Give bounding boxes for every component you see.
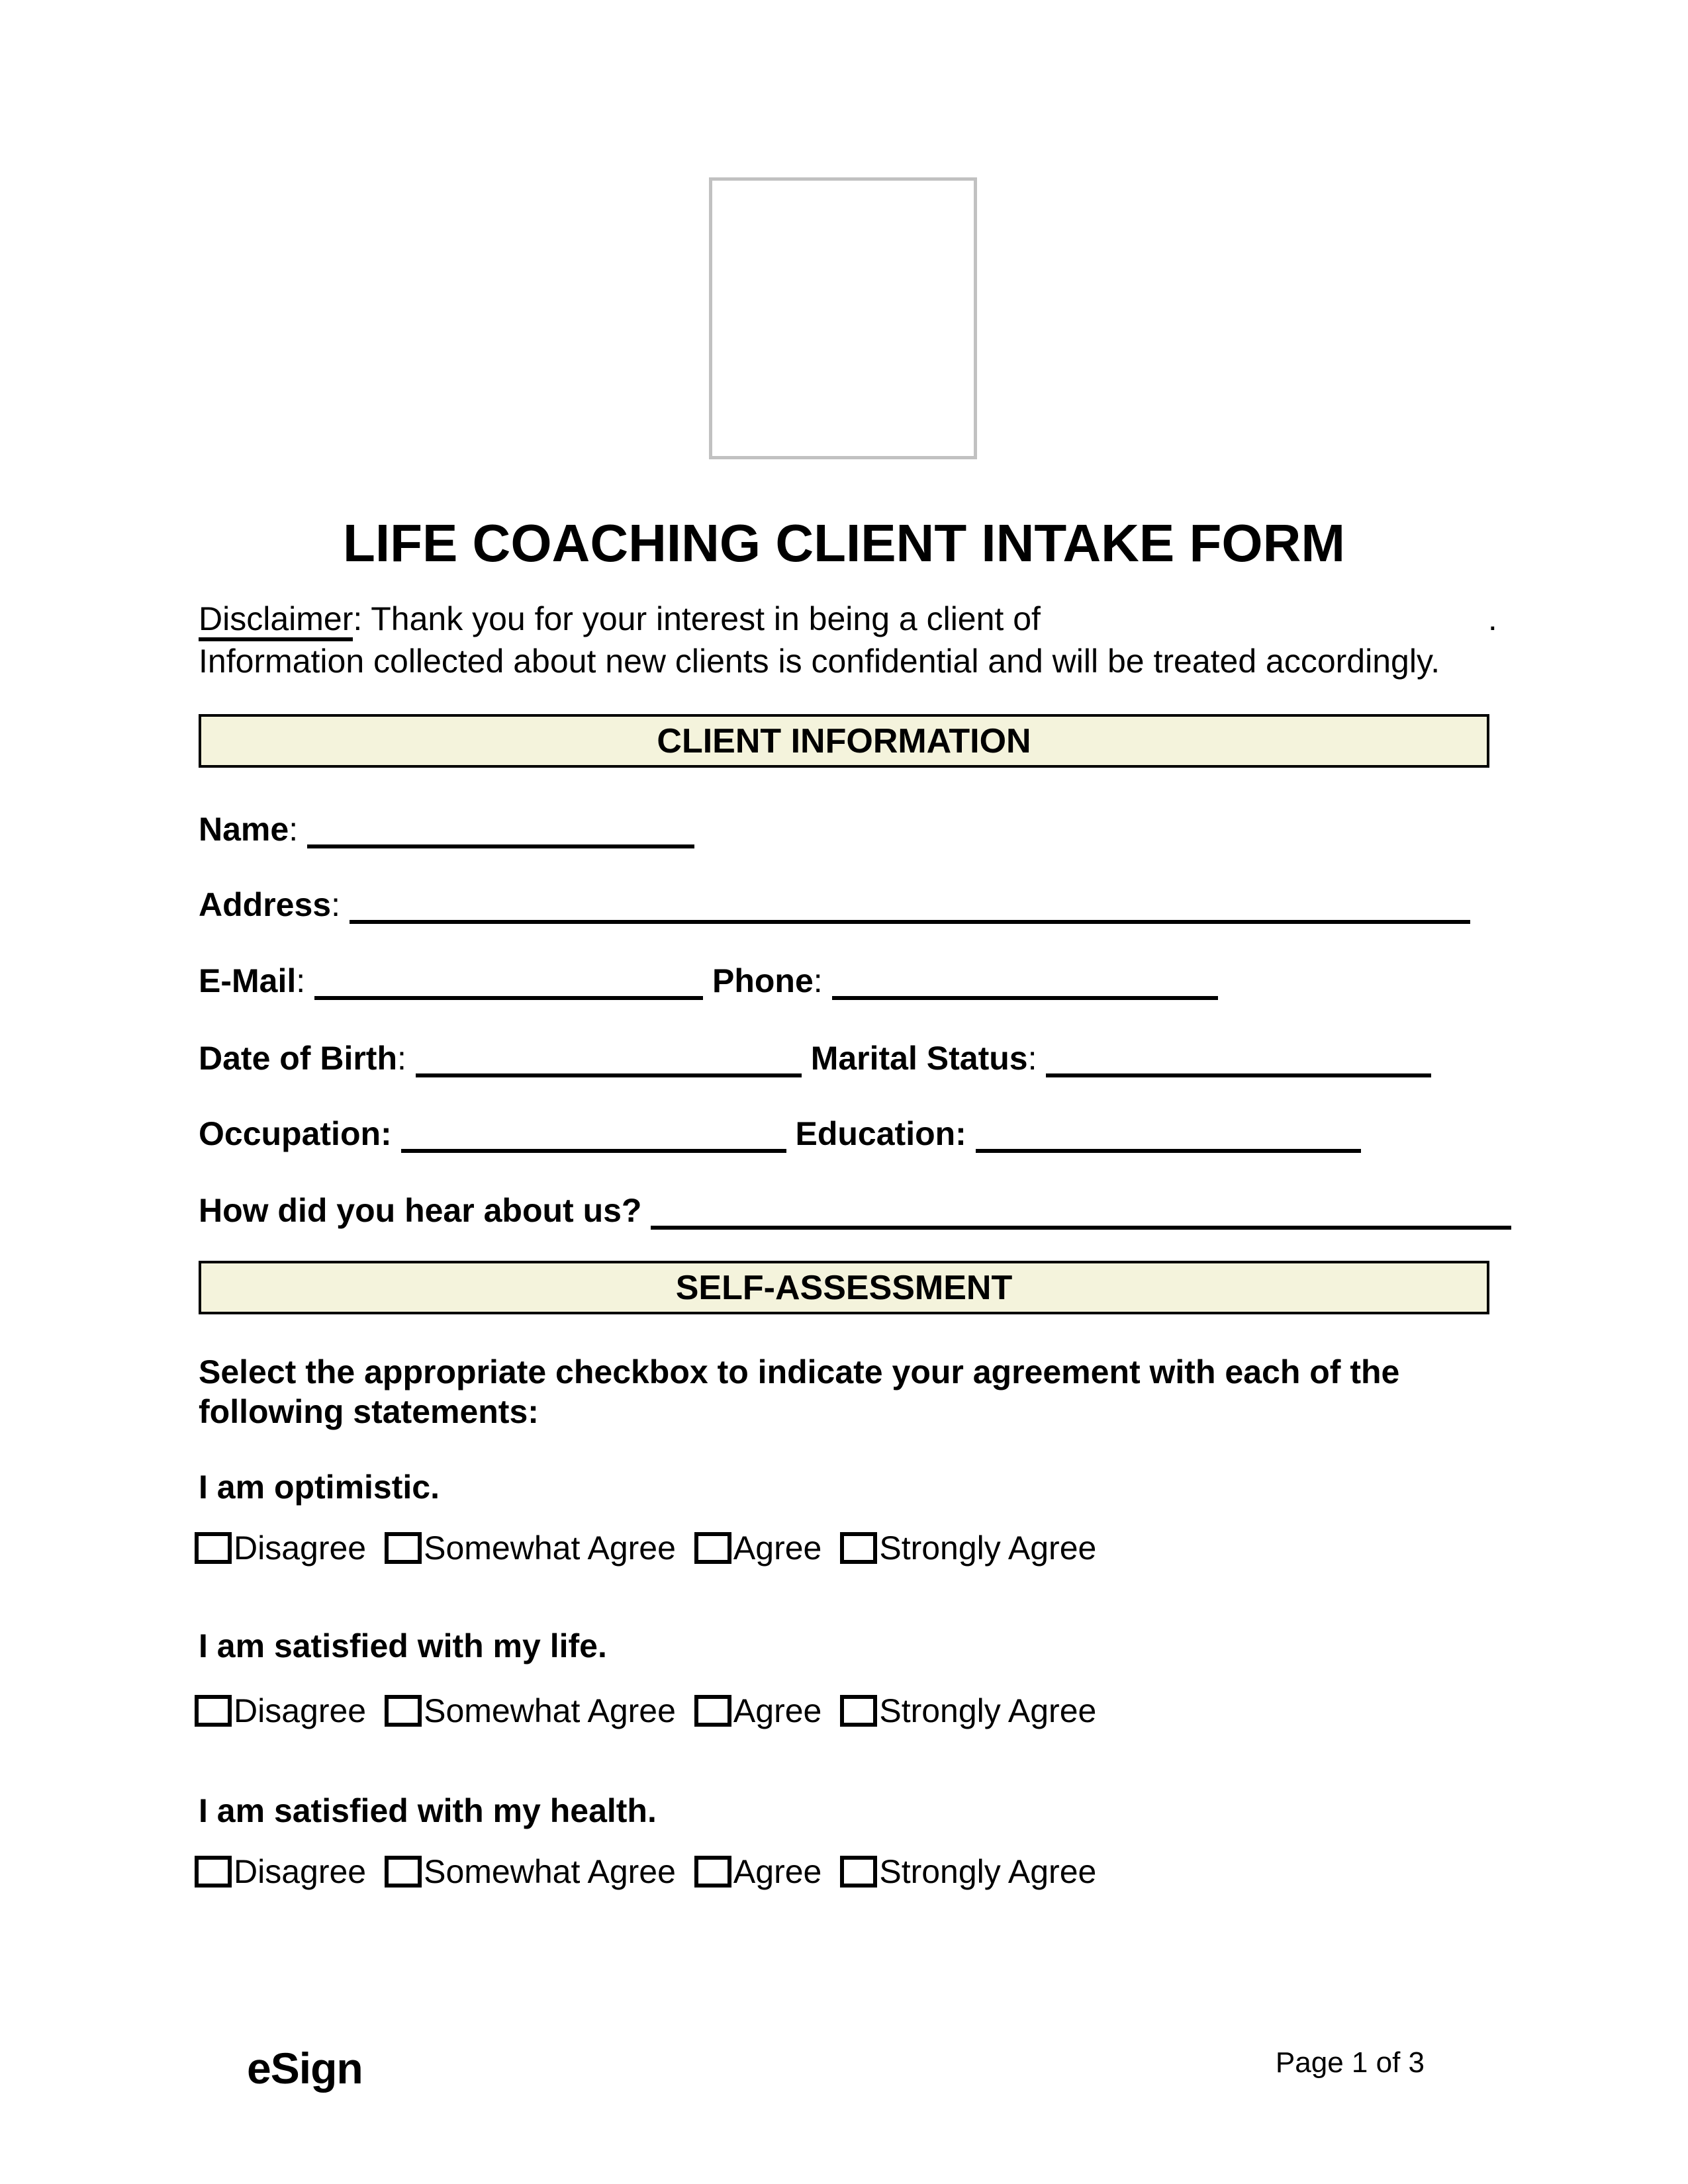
marital-status-label: Marital Status — [810, 1040, 1028, 1077]
checkbox-agree[interactable] — [694, 1532, 731, 1564]
colon: : — [1027, 1040, 1037, 1077]
dob-field-blank[interactable] — [416, 1050, 802, 1077]
disclaimer-period: . — [1487, 600, 1497, 637]
section-header-label: CLIENT INFORMATION — [657, 721, 1031, 760]
checkbox-disagree[interactable] — [195, 1695, 232, 1727]
field-row-how-hear — [199, 1189, 1511, 1232]
checkbox-disagree[interactable] — [195, 1532, 232, 1564]
name-label: Name — [199, 811, 289, 848]
checkbox-agree[interactable] — [694, 1856, 731, 1888]
checkbox-somewhat-agree[interactable] — [385, 1695, 422, 1727]
option-label: Agree — [733, 1692, 822, 1729]
phone-label: Phone — [712, 962, 814, 999]
option-label: Strongly Agree — [879, 1529, 1097, 1567]
logo-image-placeholder — [709, 177, 977, 459]
option-label: Somewhat Agree — [424, 1529, 676, 1567]
field-row-occupation-education — [199, 1113, 1361, 1155]
education-field-blank[interactable] — [976, 1125, 1361, 1153]
option-label: Disagree — [234, 1529, 367, 1567]
colon: : — [331, 886, 340, 923]
colon: : — [296, 962, 306, 999]
occupation-label: Occupation: — [199, 1115, 392, 1152]
marital-status-field-blank[interactable] — [1046, 1050, 1431, 1077]
page-title: LIFE COACHING CLIENT INTAKE FORM — [343, 514, 1345, 572]
checkbox-somewhat-agree[interactable] — [385, 1532, 422, 1564]
checkbox-agree[interactable] — [694, 1695, 731, 1727]
address-label: Address — [199, 886, 332, 923]
section-header-label: SELF-ASSESSMENT — [675, 1268, 1013, 1307]
name-field-blank[interactable] — [307, 821, 694, 848]
checkbox-strongly-agree[interactable] — [840, 1856, 877, 1888]
page-indicator: Page 1 of 3 — [1275, 2046, 1425, 2079]
address-field-blank[interactable] — [350, 896, 1470, 924]
option-label: Somewhat Agree — [424, 1692, 676, 1729]
checkbox-disagree[interactable] — [195, 1856, 232, 1888]
options-row-satisfied-life — [195, 1692, 1115, 1729]
section-header-client-information — [199, 714, 1489, 768]
colon: : — [813, 962, 823, 999]
esign-logo: eSign — [247, 2044, 363, 2093]
option-somewhat-agree — [385, 1529, 676, 1567]
option-label: Disagree — [234, 1692, 367, 1729]
assessment-instruction — [199, 1352, 1399, 1432]
disclaimer-line-1 — [199, 598, 1497, 640]
statement-satisfied-life: I am satisfied with my life. — [199, 1627, 607, 1664]
options-row-satisfied-health — [195, 1853, 1115, 1890]
dob-label: Date of Birth — [199, 1040, 397, 1077]
how-hear-label: How did you hear about us? — [199, 1192, 642, 1229]
option-strongly-agree — [840, 1529, 1096, 1567]
option-label: Strongly Agree — [879, 1692, 1097, 1729]
option-agree — [694, 1529, 821, 1567]
field-row-address — [199, 884, 1470, 926]
option-label: Somewhat Agree — [424, 1853, 676, 1890]
checkbox-strongly-agree[interactable] — [840, 1695, 877, 1727]
option-label: Agree — [733, 1853, 822, 1890]
option-agree — [694, 1852, 821, 1891]
option-label: Strongly Agree — [879, 1853, 1097, 1890]
colon: : — [397, 1040, 406, 1077]
option-strongly-agree — [840, 1852, 1096, 1891]
field-row-name — [199, 808, 694, 850]
option-label: Agree — [733, 1529, 822, 1567]
disclaimer-text: : Thank you for your interest in being a client of — [353, 600, 1041, 637]
instruction-line-2: following statements: — [199, 1393, 539, 1430]
disclaimer-line-2: Information collected about new clients is confidential and will be treated accordingly. — [199, 643, 1440, 680]
option-label: Disagree — [234, 1853, 367, 1890]
disclaimer-label: Disclaimer — [199, 600, 353, 641]
option-agree — [694, 1692, 821, 1730]
option-somewhat-agree — [385, 1852, 676, 1891]
email-label: E-Mail — [199, 962, 297, 999]
email-field-blank[interactable] — [314, 972, 703, 1000]
disclaimer-paragraph — [199, 598, 1497, 682]
option-disagree — [195, 1529, 366, 1567]
education-label: Education: — [795, 1115, 966, 1152]
company-name-blank[interactable] — [1041, 623, 1488, 630]
instruction-line-1: Select the appropriate checkbox to indicate your agreement with each of the — [199, 1353, 1400, 1390]
checkbox-strongly-agree[interactable] — [840, 1532, 877, 1564]
options-row-optimistic — [195, 1529, 1115, 1567]
colon: : — [289, 811, 299, 848]
field-row-email-phone — [199, 960, 1218, 1002]
statement-satisfied-health: I am satisfied with my health. — [199, 1792, 657, 1829]
how-hear-field-blank[interactable] — [651, 1202, 1511, 1230]
option-disagree — [195, 1692, 366, 1730]
option-strongly-agree — [840, 1692, 1096, 1730]
statement-optimistic: I am optimistic. — [199, 1469, 440, 1506]
checkbox-somewhat-agree[interactable] — [385, 1856, 422, 1888]
option-somewhat-agree — [385, 1692, 676, 1730]
occupation-field-blank[interactable] — [401, 1125, 786, 1153]
field-row-dob-marital — [199, 1037, 1431, 1079]
section-header-self-assessment — [199, 1261, 1489, 1314]
option-disagree — [195, 1852, 366, 1891]
phone-field-blank[interactable] — [832, 972, 1218, 1000]
